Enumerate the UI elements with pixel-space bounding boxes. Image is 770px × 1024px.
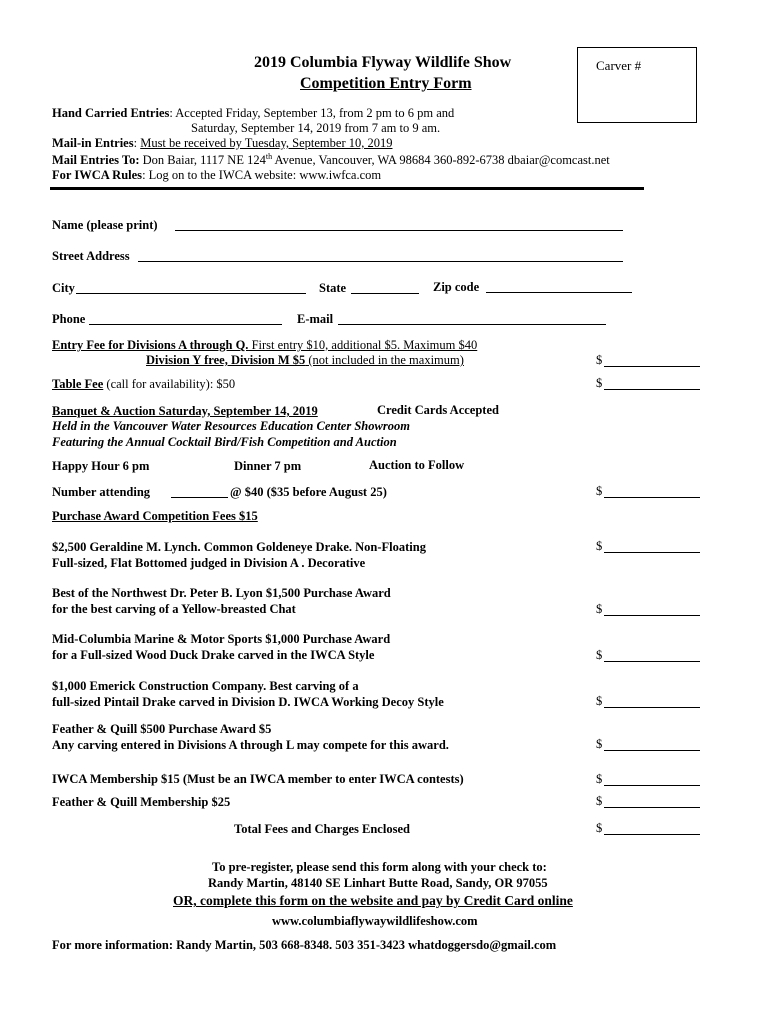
table-fee-dollar: $ [596, 376, 603, 390]
award-emerick-line2: full-sized Pintail Drake carved in Division D. IWCA Working Decoy Style [52, 695, 444, 709]
name-label: Name (please print) [52, 218, 158, 232]
mail-in-line [52, 136, 392, 151]
city-field[interactable] [76, 293, 306, 294]
award-lyon-line1: Best of the Northwest Dr. Peter B. Lyon $1,500 Purchase Award [52, 586, 391, 600]
street-label: Street Address [52, 249, 130, 263]
footer-info-text: Randy Martin, 503 668-8348. 503 351-3423 whatdoggersdo@gmail.com [173, 938, 557, 952]
entry-fee-amount[interactable] [604, 366, 700, 367]
award-featherquill-line2: Any carving entered in Divisions A through L may compete for this award. [52, 738, 449, 752]
banquet-featuring: Featuring the Annual Cocktail Bird/Fish Competition and Auction [52, 435, 397, 449]
zip-label: Zip code [433, 280, 480, 294]
footer-website[interactable]: www.columbiaflywaywildlifeshow.com [272, 914, 478, 928]
email-label: E-mail [297, 312, 334, 326]
hand-carried-text: : Accepted Friday, September 13, from 2 pm to 6 pm and [169, 106, 455, 120]
city-label: City [52, 281, 75, 295]
award-featherquill-line1: Feather & Quill $500 Purchase Award $5 [52, 722, 272, 736]
hand-carried-label: Hand Carried Entries [52, 106, 170, 120]
mail-to-line [52, 152, 610, 168]
award-lynch-line1: $2,500 Geraldine M. Lynch. Common Goldeneye Drake. Non-Floating [52, 540, 426, 554]
award-emerick-line1: $1,000 Emerick Construction Company. Best carving of a [52, 679, 359, 693]
award-midcolumbia-line2: for a Full-sized Wood Duck Drake carved in the IWCA Style [52, 648, 375, 662]
entry-fee-dollar: $ [596, 353, 603, 367]
email-field[interactable] [338, 324, 606, 325]
award-lyon-amount[interactable] [604, 615, 700, 616]
attending-price: @ $40 ($35 before August 25) [230, 485, 387, 499]
rules-text: : Log on to the IWCA website: www.iwfca.com [142, 168, 382, 182]
mail-in-label: Mail-in Entries [52, 136, 134, 150]
award-lynch-line2: Full-sized, Flat Bottomed judged in Division A . Decorative [52, 556, 366, 570]
table-fee-label: Table Fee [52, 377, 104, 391]
phone-label: Phone [52, 312, 86, 326]
form-title: 2019 Columbia Flyway Wildlife Show [254, 54, 512, 71]
entry-fee-line1 [52, 338, 477, 353]
footer-address: Randy Martin, 48140 SE Linhart Butte Road, Sandy, OR 97055 [208, 876, 548, 890]
rules-label: For IWCA Rules [52, 168, 143, 182]
fq-amount[interactable] [604, 807, 700, 808]
mail-in-deadline: Must be received by Tuesday, September 10, 2019 [140, 136, 393, 150]
form-subtitle: Competition Entry Form [300, 75, 472, 92]
number-attending-field[interactable] [171, 497, 228, 498]
award-lynch-dollar: $ [596, 539, 603, 553]
number-attending-label: Number attending [52, 485, 151, 499]
mail-to-contact: Avenue, Vancouver, WA 98684 360-892-6738 dbaiar@comcast.net [272, 153, 610, 168]
hand-carried-line2: Saturday, September 14, 2019 from 7 am to 9 am. [191, 121, 441, 135]
entry-fee-text: First entry $10, additional $5. Maximum $40 [248, 338, 478, 352]
iwca-amount[interactable] [604, 785, 700, 786]
phone-field[interactable] [89, 324, 282, 325]
award-midcolumbia-amount[interactable] [604, 661, 700, 662]
dinner-time: Dinner 7 pm [234, 459, 302, 473]
award-lyon-line2: for the best carving of a Yellow-breasted Chat [52, 602, 296, 616]
zip-field[interactable] [486, 292, 632, 293]
award-midcolumbia-dollar: $ [596, 648, 603, 662]
fq-membership: Feather & Quill Membership $25 [52, 795, 231, 809]
award-lyon-dollar: $ [596, 602, 603, 616]
award-emerick-dollar: $ [596, 694, 603, 708]
footer-contact-line [52, 938, 556, 953]
award-lynch-amount[interactable] [604, 552, 700, 553]
purchase-award-heading: Purchase Award Competition Fees $15 [52, 509, 258, 523]
footer-info-label: For more information: [52, 938, 174, 952]
state-field[interactable] [351, 293, 419, 294]
total-label: Total Fees and Charges Enclosed [234, 822, 410, 836]
award-featherquill-amount[interactable] [604, 750, 700, 751]
carver-label: Carver # [596, 58, 642, 73]
mail-in-colon: : [133, 136, 141, 150]
credit-cards-note: Credit Cards Accepted [377, 403, 499, 417]
mail-to-sup: th [265, 152, 273, 161]
mail-to-label: Mail Entries To: [52, 153, 140, 168]
total-dollar: $ [596, 821, 603, 835]
divider [50, 187, 644, 190]
hand-carried-line [52, 106, 454, 121]
mail-to-address: Don Baiar, 1117 NE 124 [139, 153, 266, 168]
entry-fee-label: Entry Fee for Divisions A through Q. [52, 338, 249, 352]
banquet-title: Banquet & Auction Saturday, September 14, 2019 [52, 404, 318, 418]
banquet-amount[interactable] [604, 497, 700, 498]
auction-time: Auction to Follow [369, 458, 465, 472]
iwca-dollar: $ [596, 772, 603, 786]
table-fee-line [52, 377, 235, 392]
fq-dollar: $ [596, 794, 603, 808]
banquet-dollar: $ [596, 484, 603, 498]
division-fee-label: Division Y free, Division M $5 [146, 353, 306, 367]
division-fee-note: (not included in the maximum) [305, 353, 464, 367]
entry-fee-line2 [146, 353, 464, 368]
state-label: State [319, 281, 347, 295]
rules-line [52, 168, 381, 183]
street-field[interactable] [138, 261, 623, 262]
footer-line1: To pre-register, please send this form along with your check to: [212, 860, 547, 874]
total-amount[interactable] [604, 834, 700, 835]
award-midcolumbia-line1: Mid-Columbia Marine & Motor Sports $1,000 Purchase Award [52, 632, 391, 646]
award-featherquill-dollar: $ [596, 737, 603, 751]
carver-number-box[interactable] [577, 47, 697, 123]
footer-online-option: OR, complete this form on the website and pay by Credit Card online [173, 893, 573, 908]
table-fee-amount[interactable] [604, 389, 700, 390]
name-field[interactable] [175, 230, 623, 231]
table-fee-text: (call for availability): $50 [103, 377, 236, 391]
award-emerick-amount[interactable] [604, 707, 700, 708]
happy-hour: Happy Hour 6 pm [52, 459, 150, 473]
iwca-membership: IWCA Membership $15 (Must be an IWCA member to enter IWCA contests) [52, 772, 464, 786]
banquet-venue: Held in the Vancouver Water Resources Education Center Showroom [52, 419, 410, 433]
